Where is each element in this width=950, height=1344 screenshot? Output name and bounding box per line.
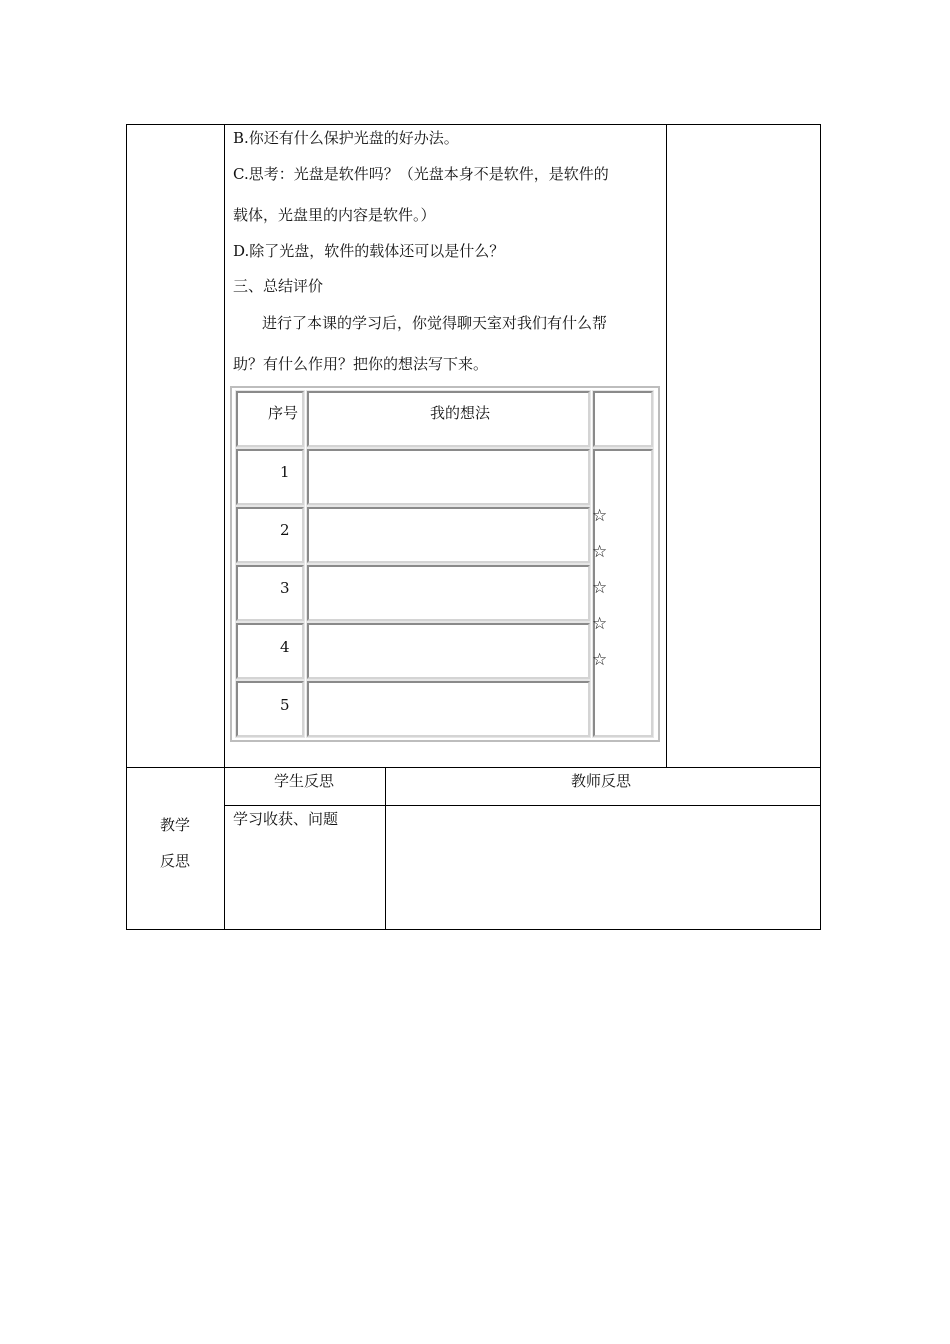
table-top-border	[126, 124, 821, 125]
star-icon: ☆	[592, 650, 608, 670]
ideas-row-5-index-cell	[236, 681, 304, 737]
table-bottom-border	[126, 929, 821, 930]
paragraph-line2: 助？有什么作用？把你的想法写下来。	[233, 355, 489, 373]
ideas-row-3-index-cell	[236, 565, 304, 621]
star-icon: ☆	[592, 614, 608, 634]
paragraph-line1: 进行了本课的学习后，你觉得聊天室对我们有什么帮	[262, 314, 608, 332]
ideas-header-rating-cell	[593, 391, 653, 447]
ideas-row-4-index: 4	[280, 638, 290, 656]
teacher-reflection-header: 教师反思	[571, 772, 632, 790]
question-c-line1: C.思考：光盘是软件吗？（光盘本身不是软件，是软件的	[233, 165, 609, 183]
ideas-row-5-idea-cell	[307, 681, 590, 737]
label-column-divider	[224, 124, 225, 930]
reflection-header-divider	[224, 805, 821, 806]
reflection-label-line2: 反思	[160, 852, 191, 870]
section-heading: 三、总结评价	[233, 277, 324, 295]
ideas-row-4-index-cell	[236, 623, 304, 679]
ideas-header-index: 序号	[268, 404, 299, 422]
ideas-header-idea: 我的想法	[430, 404, 491, 422]
ideas-row-3-idea-cell	[307, 565, 590, 621]
ideas-row-1-index-cell	[236, 449, 304, 505]
ideas-row-1-index: 1	[280, 463, 290, 481]
student-reflection-content: 学习收获、问题	[233, 810, 339, 828]
star-icon: ☆	[592, 506, 608, 526]
reflection-top-border	[126, 767, 821, 768]
table-right-border	[820, 124, 821, 930]
reflection-column-divider	[385, 767, 386, 930]
reflection-label-line1: 教学	[160, 816, 191, 834]
star-icon: ☆	[592, 542, 608, 562]
ideas-row-4-idea-cell	[307, 623, 590, 679]
question-b: B.你还有什么保护光盘的好办法。	[233, 129, 459, 147]
question-c-line2: 载体，光盘里的内容是软件。）	[233, 206, 436, 224]
student-reflection-header: 学生反思	[274, 772, 335, 790]
ideas-row-1-idea-cell	[307, 449, 590, 505]
question-d: D.除了光盘，软件的载体还可以是什么？	[233, 242, 505, 260]
ideas-row-3-index: 3	[280, 579, 290, 597]
ideas-row-2-idea-cell	[307, 507, 590, 563]
ideas-row-2-index-cell	[236, 507, 304, 563]
table-left-border	[126, 124, 127, 930]
ideas-row-2-index: 2	[280, 521, 290, 539]
star-icon: ☆	[592, 578, 608, 598]
content-right-divider	[666, 124, 667, 768]
ideas-row-5-index: 5	[280, 696, 290, 714]
